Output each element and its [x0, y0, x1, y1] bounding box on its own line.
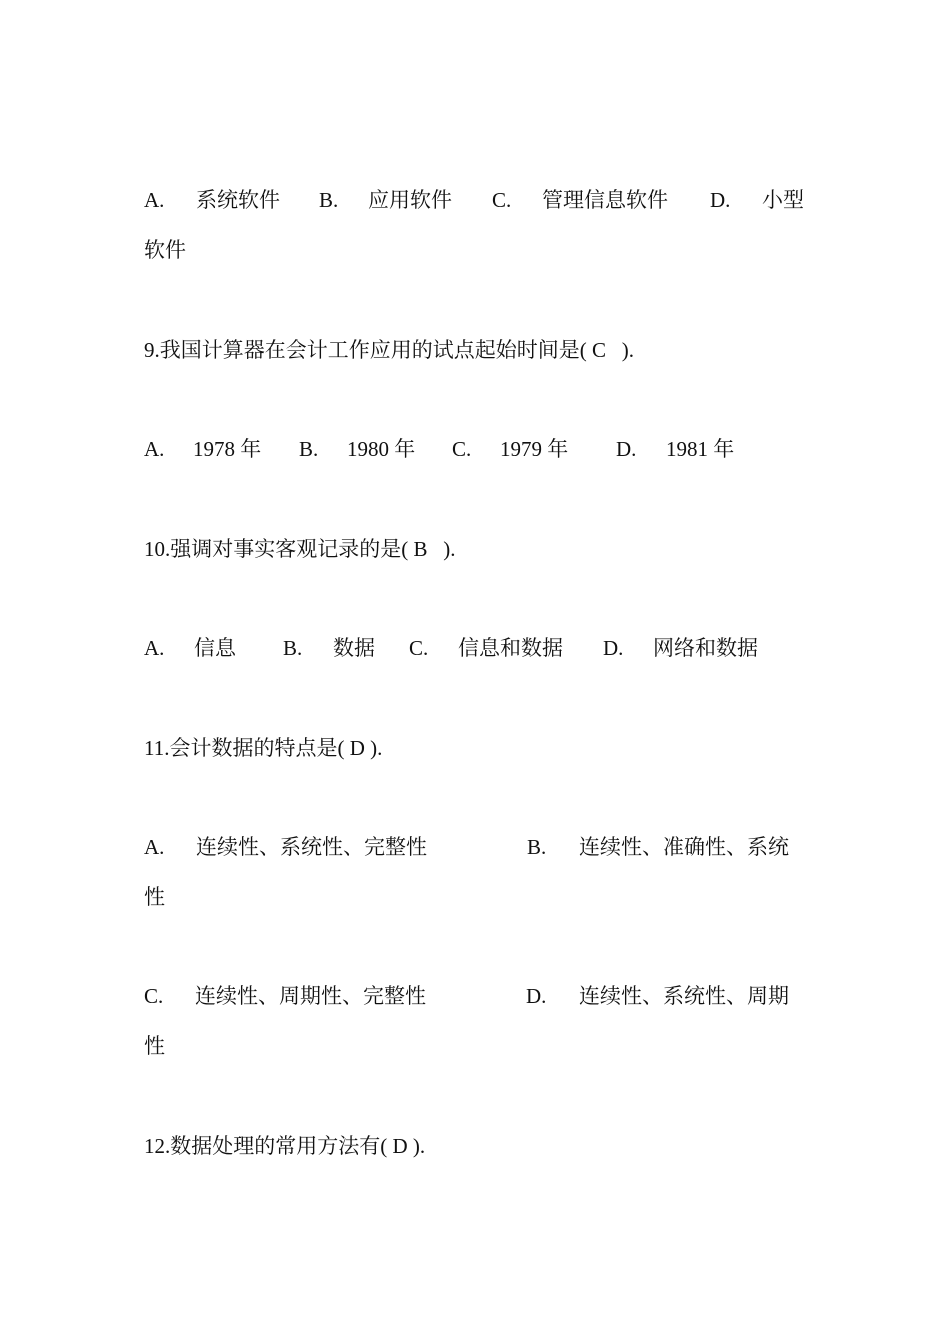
q10-stem: 10.强调对事实客观记录的是( B ). [144, 537, 456, 561]
q10-option-a-letter: A. [144, 636, 165, 660]
q8-options-line1 [144, 185, 809, 215]
q10-option-b-text: 数据 [333, 636, 375, 660]
q9-option-b-text: 1980 年 [347, 437, 416, 461]
q11-options-row1 [144, 832, 809, 862]
q11-option-a-letter: A. [144, 835, 165, 859]
q11-option-d-continued: 性 [144, 1034, 165, 1058]
q8-options-line2: 软件 [144, 238, 186, 262]
q8-option-d-text: 小型 [762, 188, 804, 212]
q9-option-c-text: 1979 年 [500, 437, 569, 461]
q10-option-c-letter: C. [409, 636, 429, 660]
q10-option-d-text: 网络和数据 [653, 636, 758, 660]
q11-option-b-letter: B. [527, 835, 547, 859]
q10-option-c-text: 信息和数据 [458, 636, 563, 660]
q9-option-b-letter: B. [299, 437, 319, 461]
q11-option-d-letter: D. [526, 984, 547, 1008]
q11-option-c-letter: C. [144, 984, 164, 1008]
q11-stem: 11.会计数据的特点是( D ). [144, 736, 383, 760]
q8-option-c-letter: C. [492, 188, 512, 212]
q11-options-row2 [144, 981, 809, 1011]
q10-option-a-text: 信息 [194, 636, 236, 660]
q8-option-c-text: 管理信息软件 [542, 188, 668, 212]
q11-option-b-continued: 性 [144, 885, 165, 909]
q10-options [144, 633, 809, 663]
q10-option-d-letter: D. [603, 636, 624, 660]
q8-option-a-text: 系统软件 [196, 188, 280, 212]
q11-option-a-text: 连续性、系统性、完整性 [196, 835, 427, 859]
q12-stem: 12.数据处理的常用方法有( D ). [144, 1134, 426, 1158]
q8-option-b-text: 应用软件 [368, 188, 452, 212]
q8-option-b-letter: B. [319, 188, 339, 212]
q11-option-c-text: 连续性、周期性、完整性 [195, 984, 426, 1008]
q11-option-b-text: 连续性、准确性、系统 [579, 835, 789, 859]
q9-options [144, 434, 809, 464]
q9-stem: 9.我国计算器在会计工作应用的试点起始时间是( C ). [144, 338, 634, 362]
q9-option-a-text: 1978 年 [193, 437, 262, 461]
q11-option-d-text: 连续性、系统性、周期 [579, 984, 789, 1008]
q8-option-a-letter: A. [144, 188, 165, 212]
q10-option-b-letter: B. [283, 636, 303, 660]
q9-option-d-letter: D. [616, 437, 637, 461]
q9-option-d-text: 1981 年 [666, 437, 735, 461]
q8-option-d-letter: D. [710, 188, 731, 212]
q9-option-a-letter: A. [144, 437, 165, 461]
q9-option-c-letter: C. [452, 437, 472, 461]
